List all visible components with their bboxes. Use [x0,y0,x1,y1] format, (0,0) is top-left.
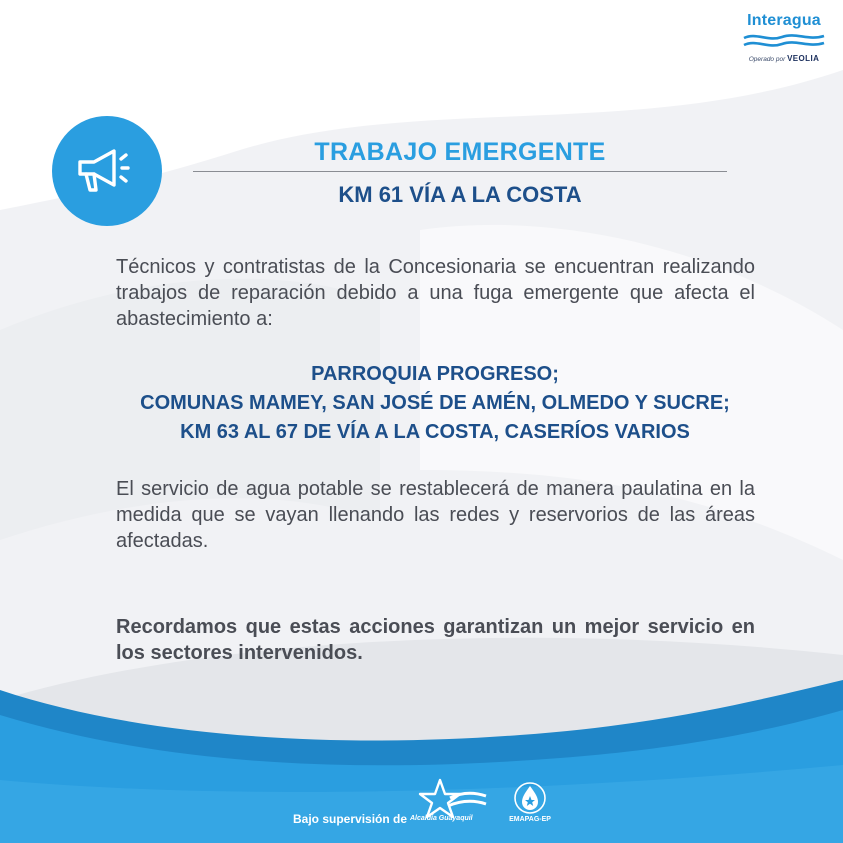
affected-area-line: PARROQUIA PROGRESO; [311,363,559,385]
affected-areas [60,360,810,447]
intro-paragraph: Técnicos y contratistas de la Concesionaria se encuentran realizando trabajos de reparación debido a una fuga emergente que afecta el abastecimiento a: [116,256,755,330]
star-logo [410,778,490,830]
notice-badge [52,116,162,226]
affected-area-line: KM 63 AL 67 DE VÍA A LA COSTA, CASERÍOS VARIOS [180,421,690,443]
operated-by [739,54,829,63]
supervision-label: Bajo supervisión de [293,812,408,826]
restoration-paragraph: El servicio de agua potable se restablecerá de manera paulatina en la medida que se vayan llenando las redes y reservorios de las áreas afectadas. [116,478,755,552]
notice-title: TRABAJO EMERGENTE [314,138,606,166]
emapag-label: EMAPAG-EP [509,816,551,823]
interagua-logo [739,12,829,63]
alcaldia-label: Alcaldía Guayaquil [410,815,473,822]
affected-area-line: COMUNAS MAMEY, SAN JOSÉ DE AMÉN, OLMEDO Y SUCRE; [140,392,730,414]
brand-name: Interagua [747,12,821,29]
title-divider [193,171,727,172]
operated-by-label: Operado por [748,56,786,63]
notice-subtitle: KM 61 VÍA A LA COSTA [338,182,582,207]
reminder-paragraph: Recordamos que estas acciones garantizan un mejor servicio en los sectores intervenidos. [116,616,755,664]
operator-name: VEOLIA [787,54,820,63]
waves-icon [742,32,826,52]
megaphone-icon [76,146,140,198]
water-drop-logo [508,778,552,833]
